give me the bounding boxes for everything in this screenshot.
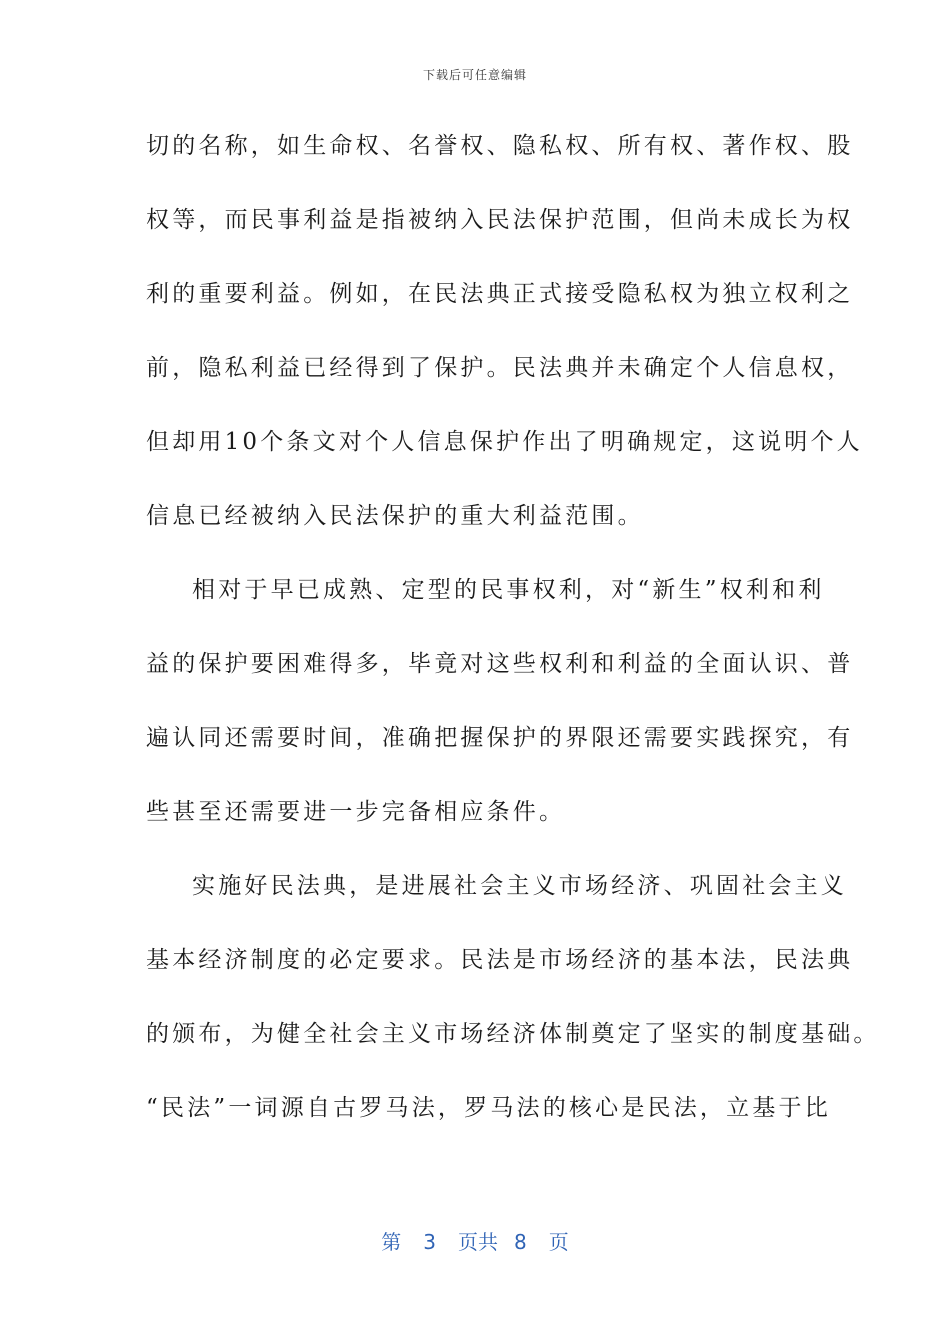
text-line: 基本经济制度的必定要求。民法是市场经济的基本法，民法典 <box>146 947 854 973</box>
footer-suffix: 页 <box>548 1230 569 1254</box>
text-line: 权等，而民事利益是指被纳入民法保护范围，但尚未成长为权 <box>146 207 854 233</box>
text-line: 利的重要利益。例如，在民法典正式接受隐私权为独立权利之 <box>146 281 854 307</box>
footer-middle: 页共 <box>458 1230 498 1254</box>
text-line: 益的保护要困难得多，毕竟对这些权利和利益的全面认识、普 <box>146 651 854 677</box>
total-pages-number: 8 <box>514 1230 527 1254</box>
text-line: 切的名称，如生命权、名誉权、隐私权、所有权、著作权、股 <box>146 133 854 159</box>
footer-prefix: 第 <box>381 1230 402 1254</box>
page-number-footer <box>0 1226 950 1255</box>
text-line: 前，隐私利益已经得到了保护。民法典并未确定个人信息权， <box>146 355 854 381</box>
paragraph-first-line: 实施好民法典，是进展社会主义市场经济、巩固社会主义 <box>192 873 847 899</box>
text-line: 信息已经被纳入民法保护的重大利益范围。 <box>146 503 644 529</box>
text-line: “民法”一词源自古罗马法，罗马法的核心是民法，立基于比 <box>146 1095 831 1121</box>
text-line: 些甚至还需要进一步完备相应条件。 <box>146 799 566 825</box>
text-line: 遍认同还需要时间，准确把握保护的界限还需要实践探究，有 <box>146 725 854 751</box>
text-line: 但却用10个条文对个人信息保护作出了明确规定，这说明个人 <box>146 429 863 455</box>
paragraph-first-line: 相对于早已成熟、定型的民事权利，对“新生”权利和利 <box>192 577 825 603</box>
current-page-number: 3 <box>423 1230 436 1254</box>
page-header-note: 下载后可任意编辑 <box>422 68 527 82</box>
document-body <box>146 124 880 1160</box>
text-line: 的颁布，为健全社会主义市场经济体制奠定了坚实的制度基础。 <box>146 1021 880 1047</box>
